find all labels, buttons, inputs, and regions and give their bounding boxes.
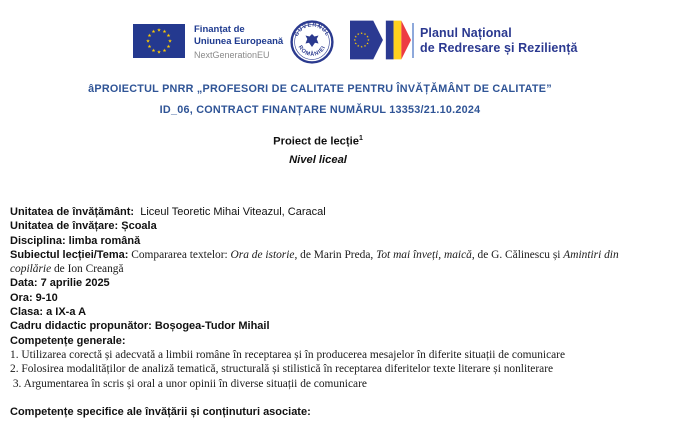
field-label: Cadru didactic propunător: [10,320,152,333]
pnrr-title-line1: Planul Național [420,26,512,40]
field-label: Unitatea de învățământ: [10,206,135,218]
field-label: Unitatea de învățare: [10,220,119,233]
project-title-line2: ID_06, CONTRACT FINANȚARE NUMĂRUL 13353/21.10.2024 [159,104,481,116]
field-value: 9-10 [32,291,58,304]
text-title-italic: copilărie [10,263,52,276]
field-ora [10,291,675,305]
footnote-marker: 1 [358,135,363,142]
field-value: Boșogea-Tudor Mihail [151,320,270,333]
field-clasa [10,305,675,319]
project-title [0,83,640,116]
subject-text [128,249,618,261]
field-cadru-didactic [10,319,675,333]
pnrr-divider [412,23,414,58]
subject-seg: de Ion Creangă [51,263,124,276]
text-title-italic: Amintiri din [563,248,619,261]
project-title-line1: âPROIECTUL PNRR „PROFESORI DE CALITATE PENTRU ÎNVĂȚĂMÂNT DE CALITATE” [88,83,552,95]
field-label: Clasa: [10,306,44,319]
field-label: Data: [10,277,38,290]
field-subiect-line2 [10,262,675,276]
competente-specifice-heading: Competențe specifice ale învățării și conținuturi asociate: [10,406,311,419]
field-data [10,276,675,290]
lesson-plan-title [0,135,636,148]
pnrr-arrow-blue [386,21,394,60]
subject-seg: Compararea textelor: [128,248,231,261]
lesson-details [10,205,675,419]
field-label: Ora: [10,291,33,304]
competenta-generala-item: 3. Argumentarea în scris și oral a unor opinii în diverse situații de comunicare [10,377,367,390]
eu-funded-text [194,24,283,61]
level-subtitle: Nivel liceal [289,154,347,167]
field-value: 7 aprilie 2025 [37,277,110,290]
eu-funded-line1: Finanțat de [194,24,245,35]
field-label: Subiectul lecției/Tema: [10,248,129,261]
competente-generale-heading: Competențe generale: [10,334,126,347]
seal-text-top: GUVERNUL [293,22,331,38]
lesson-subtitle [0,135,636,166]
field-value: limba română [65,234,141,247]
field-disciplina [10,234,675,248]
field-label: Disciplina: [10,234,66,247]
competenta-generala-item: 2. Folosirea modalităților de analiză tematică, structurală și stilistică în receptarea diferitelor texte literare și nonliterare [10,363,554,376]
field-value: a IX-a A [43,306,87,319]
eu-nextgeneration-label: NextGenerationEU [194,50,270,60]
seal-text-bottom: ROMÂNIEI [296,44,328,58]
lesson-plan-title-text: Proiect de lecție [273,135,359,148]
competenta-generala-item: 1. Utilizarea corectă și adecvată a limbii române în receptarea și în producerea mesajelor în diferite situații de comunicare [10,348,566,361]
pnrr-arrow-yellow [394,21,402,60]
eu-flag-icon [133,24,185,58]
pnrr-arrow-red [401,21,411,60]
text-title-italic: Ora de istorie [230,248,295,261]
field-unitatea-invatamant [10,205,675,219]
romanian-government-seal-icon [290,20,334,64]
pnrr-mark-icon [350,20,412,60]
field-value: Școala [118,220,157,233]
field-value: Liceul Teoretic Mihai Viteazul, Caracal [134,206,326,218]
subject-seg: , de G. Călinescu și [471,248,564,261]
pnrr-wordmark [420,26,578,56]
subject-seg: , de Marin Preda, [294,248,377,261]
pnrr-title-line2: de Redresare și Reziliență [420,41,578,55]
eu-funded-line2: Uniunea Europeană [194,36,284,47]
text-title-italic: Tot mai înveți, maică [376,248,472,261]
field-unitatea-invatare [10,219,675,233]
field-subiect-line1 [10,248,675,262]
